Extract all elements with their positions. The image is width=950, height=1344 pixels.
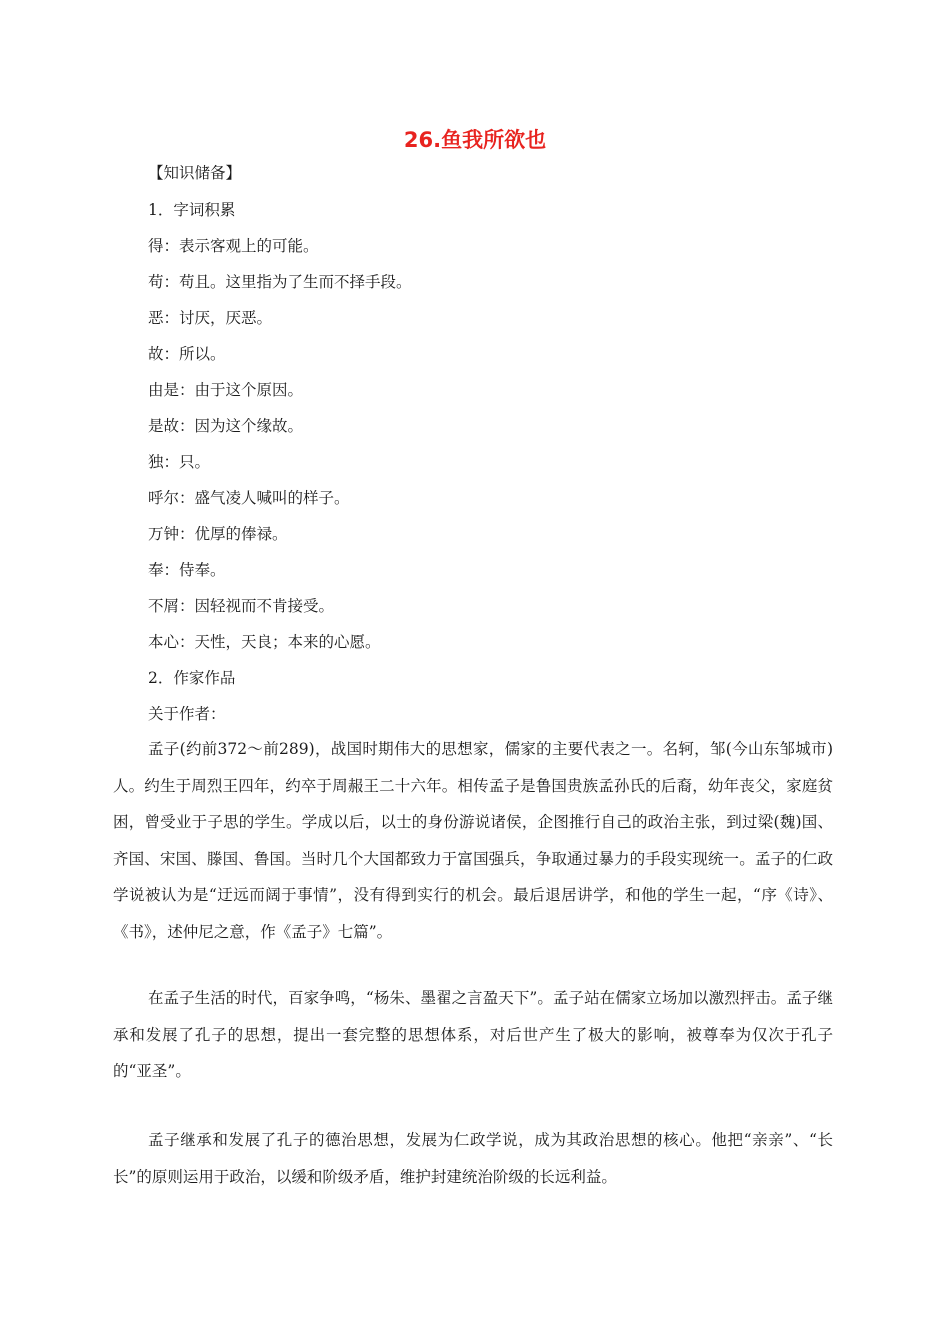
document-title: 26.鱼我所欲也 <box>403 128 547 152</box>
section-header: 【知识储备】 <box>148 164 242 182</box>
author-paragraph-3: 孟子继承和发展了孔子的德治思想，发展为仁政学说，成为其政治思想的核心。他把“亲亲”、“长长”的原则运用于政治，以缓和阶级矛盾，维护封建统治阶级的长远利益。 <box>113 1131 833 1186</box>
subsection-author-heading: 2．作家作品 <box>148 669 236 687</box>
subsection-vocab-heading: 1．字词积累 <box>148 201 236 219</box>
vocab-item: 恶：讨厌，厌恶。 <box>148 309 273 327</box>
vocab-item: 苟：苟且。这里指为了生而不择手段。 <box>148 273 412 291</box>
vocab-item: 奉：侍奉。 <box>148 561 226 579</box>
vocab-item: 呼尔：盛气凌人喊叫的样子。 <box>148 489 350 507</box>
author-paragraph-2: 在孟子生活的时代，百家争鸣，“杨朱、墨翟之言盈天下”。孟子站在儒家立场加以激烈抨击。孟子继承和发展了孔子的思想，提出一套完整的思想体系，对后世产生了极大的影响，被尊奉为仅次于孔子的“亚圣”。 <box>113 989 833 1080</box>
about-author-label: 关于作者： <box>148 705 226 723</box>
vocab-item: 是故：因为这个缘故。 <box>148 417 304 435</box>
vocab-item: 万钟：优厚的俸禄。 <box>148 525 288 543</box>
vocab-item: 由是：由于这个原因。 <box>148 381 304 399</box>
vocab-item: 不屑：因轻视而不肯接受。 <box>148 597 335 615</box>
author-paragraph-1: 孟子(约前372～前289)，战国时期伟大的思想家，儒家的主要代表之一。名轲，邹(今山东邹城市)人。约生于周烈王四年，约卒于周赧王二十六年。相传孟子是鲁国贵族孟孙氏的后裔，幼年丧父，家庭贫困，曾受业于子思的学生。学成以后，以士的身份游说诸侯，企图推行自己的政治主张，到过梁(魏)国、齐国、宋国、滕国、鲁国。当时几个大国都致力于富国强兵，争取通过暴力的手段实现统一。孟子的仁政学说被认为是“迂远而阔于事情”，没有得到实行的机会。最后退居讲学，和他的学生一起，“序《诗》、《书》，述仲尼之意，作《孟子》七篇”。 <box>113 740 833 941</box>
vocab-item: 故：所以。 <box>148 345 226 363</box>
vocab-item: 得：表示客观上的可能。 <box>148 237 319 255</box>
vocab-item: 本心：天性，天良；本来的心愿。 <box>148 633 381 651</box>
vocab-item: 独：只。 <box>148 453 211 471</box>
